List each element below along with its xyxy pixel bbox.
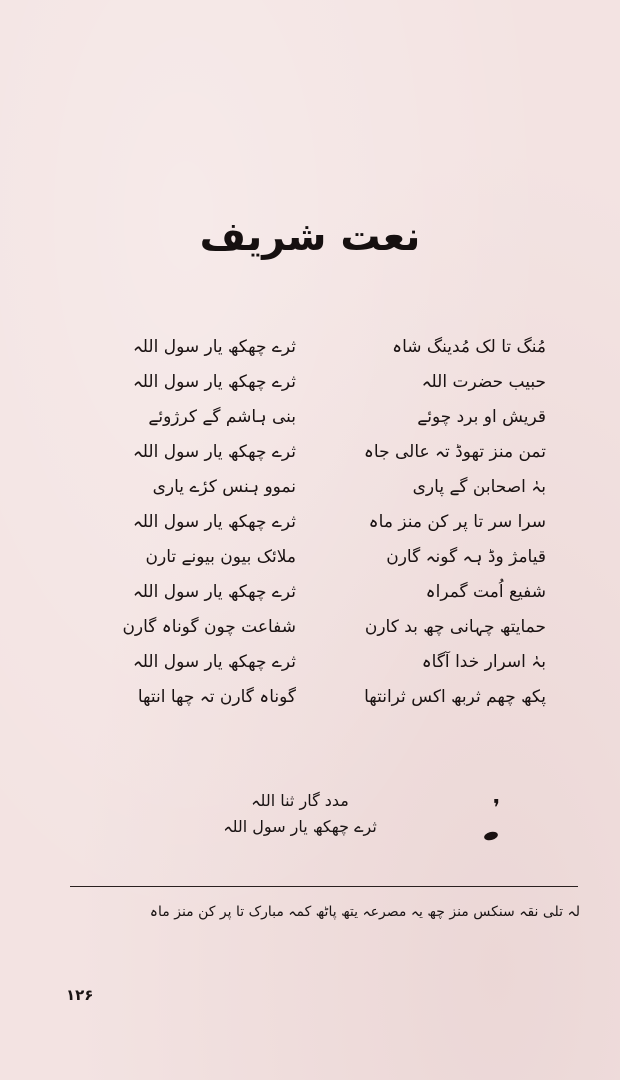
verse-second-hemistich: ثرے چھکھ یار سول اللہ [132, 652, 296, 672]
verse-first-hemistich: بہٰ اصحابن گے پاری [412, 477, 546, 497]
verse-row [86, 577, 546, 612]
verse-first-hemistich: قریش او برد چوئے [417, 407, 546, 427]
verse-row [86, 507, 546, 542]
verse-row [86, 612, 546, 647]
verse-second-hemistich: ثرے چھکھ یار سول اللہ [132, 337, 296, 357]
ornament-mark-icon: ❜ [492, 796, 500, 821]
verse-first-hemistich: شفیع اُمت گمراہ [425, 582, 546, 602]
verse-second-hemistich: گوناہ گارن تہ چھا انتھا [137, 687, 296, 707]
verse-second-hemistich: ثرے چھکھ یار سول اللہ [132, 442, 296, 462]
verse-row [86, 542, 546, 577]
verse-first-hemistich: تمن منز تھوڈ تہ عالی جاہ [363, 442, 546, 462]
verse-first-hemistich: بہٰ اسرار خدا آگاہ [421, 652, 546, 672]
closing-couplet [180, 788, 420, 840]
verse-row [86, 647, 546, 682]
verse-first-hemistich: قیامژ وڈ ہہ گونہ گارن [386, 547, 546, 567]
verse-second-hemistich: ملائک بیون بیونے تارن [145, 547, 296, 567]
verse-block [86, 332, 546, 717]
verse-second-hemistich: ثرے چھکھ یار سول اللہ [132, 582, 296, 602]
verse-row [86, 402, 546, 437]
verse-row [86, 332, 546, 367]
verse-first-hemistich: سرا سر تا پر کن منز ماہ [368, 512, 546, 532]
verse-row [86, 367, 546, 402]
closing-line: مدد گار ثنا اللہ [251, 791, 349, 810]
verse-second-hemistich: ثرے چھکھ یار سول اللہ [132, 372, 296, 392]
verse-first-hemistich: حمایتھ چہانی چھ بد کارن [364, 617, 546, 637]
verse-row [86, 437, 546, 472]
page-number: ۱۲۶ [66, 986, 94, 1004]
verse-second-hemistich: شفاعت چون گوناہ گارن [122, 617, 296, 637]
closing-line: ثرے چھکھ یار سول اللہ [223, 817, 377, 836]
page-title: نعت شریف [199, 214, 421, 260]
verse-row [86, 682, 546, 717]
verse-first-hemistich: حبیب حضرت اللہ [421, 372, 546, 392]
verse-first-hemistich: پکھ چھم ثربھ اکس ثرانتھا [364, 687, 546, 707]
verse-second-hemistich: بنی ہاشم گے کرژوئے [148, 407, 296, 427]
verse-second-hemistich: ثرے چھکھ یار سول اللہ [132, 512, 296, 532]
verse-first-hemistich: مُنگ تا لک مُدینگ شاہ [392, 337, 546, 357]
verse-second-hemistich: نموو ہنس کرٔے یاری [152, 477, 296, 497]
ink-dot-icon [483, 830, 499, 841]
verse-row [86, 472, 546, 507]
footnote-divider [70, 886, 578, 887]
footnote: لہ تلی نقہ سنکس منز چھ یہ مصرعہ یتھ پاٹھ کمہ مبارک تا پر کن منز ماہ [149, 904, 580, 920]
